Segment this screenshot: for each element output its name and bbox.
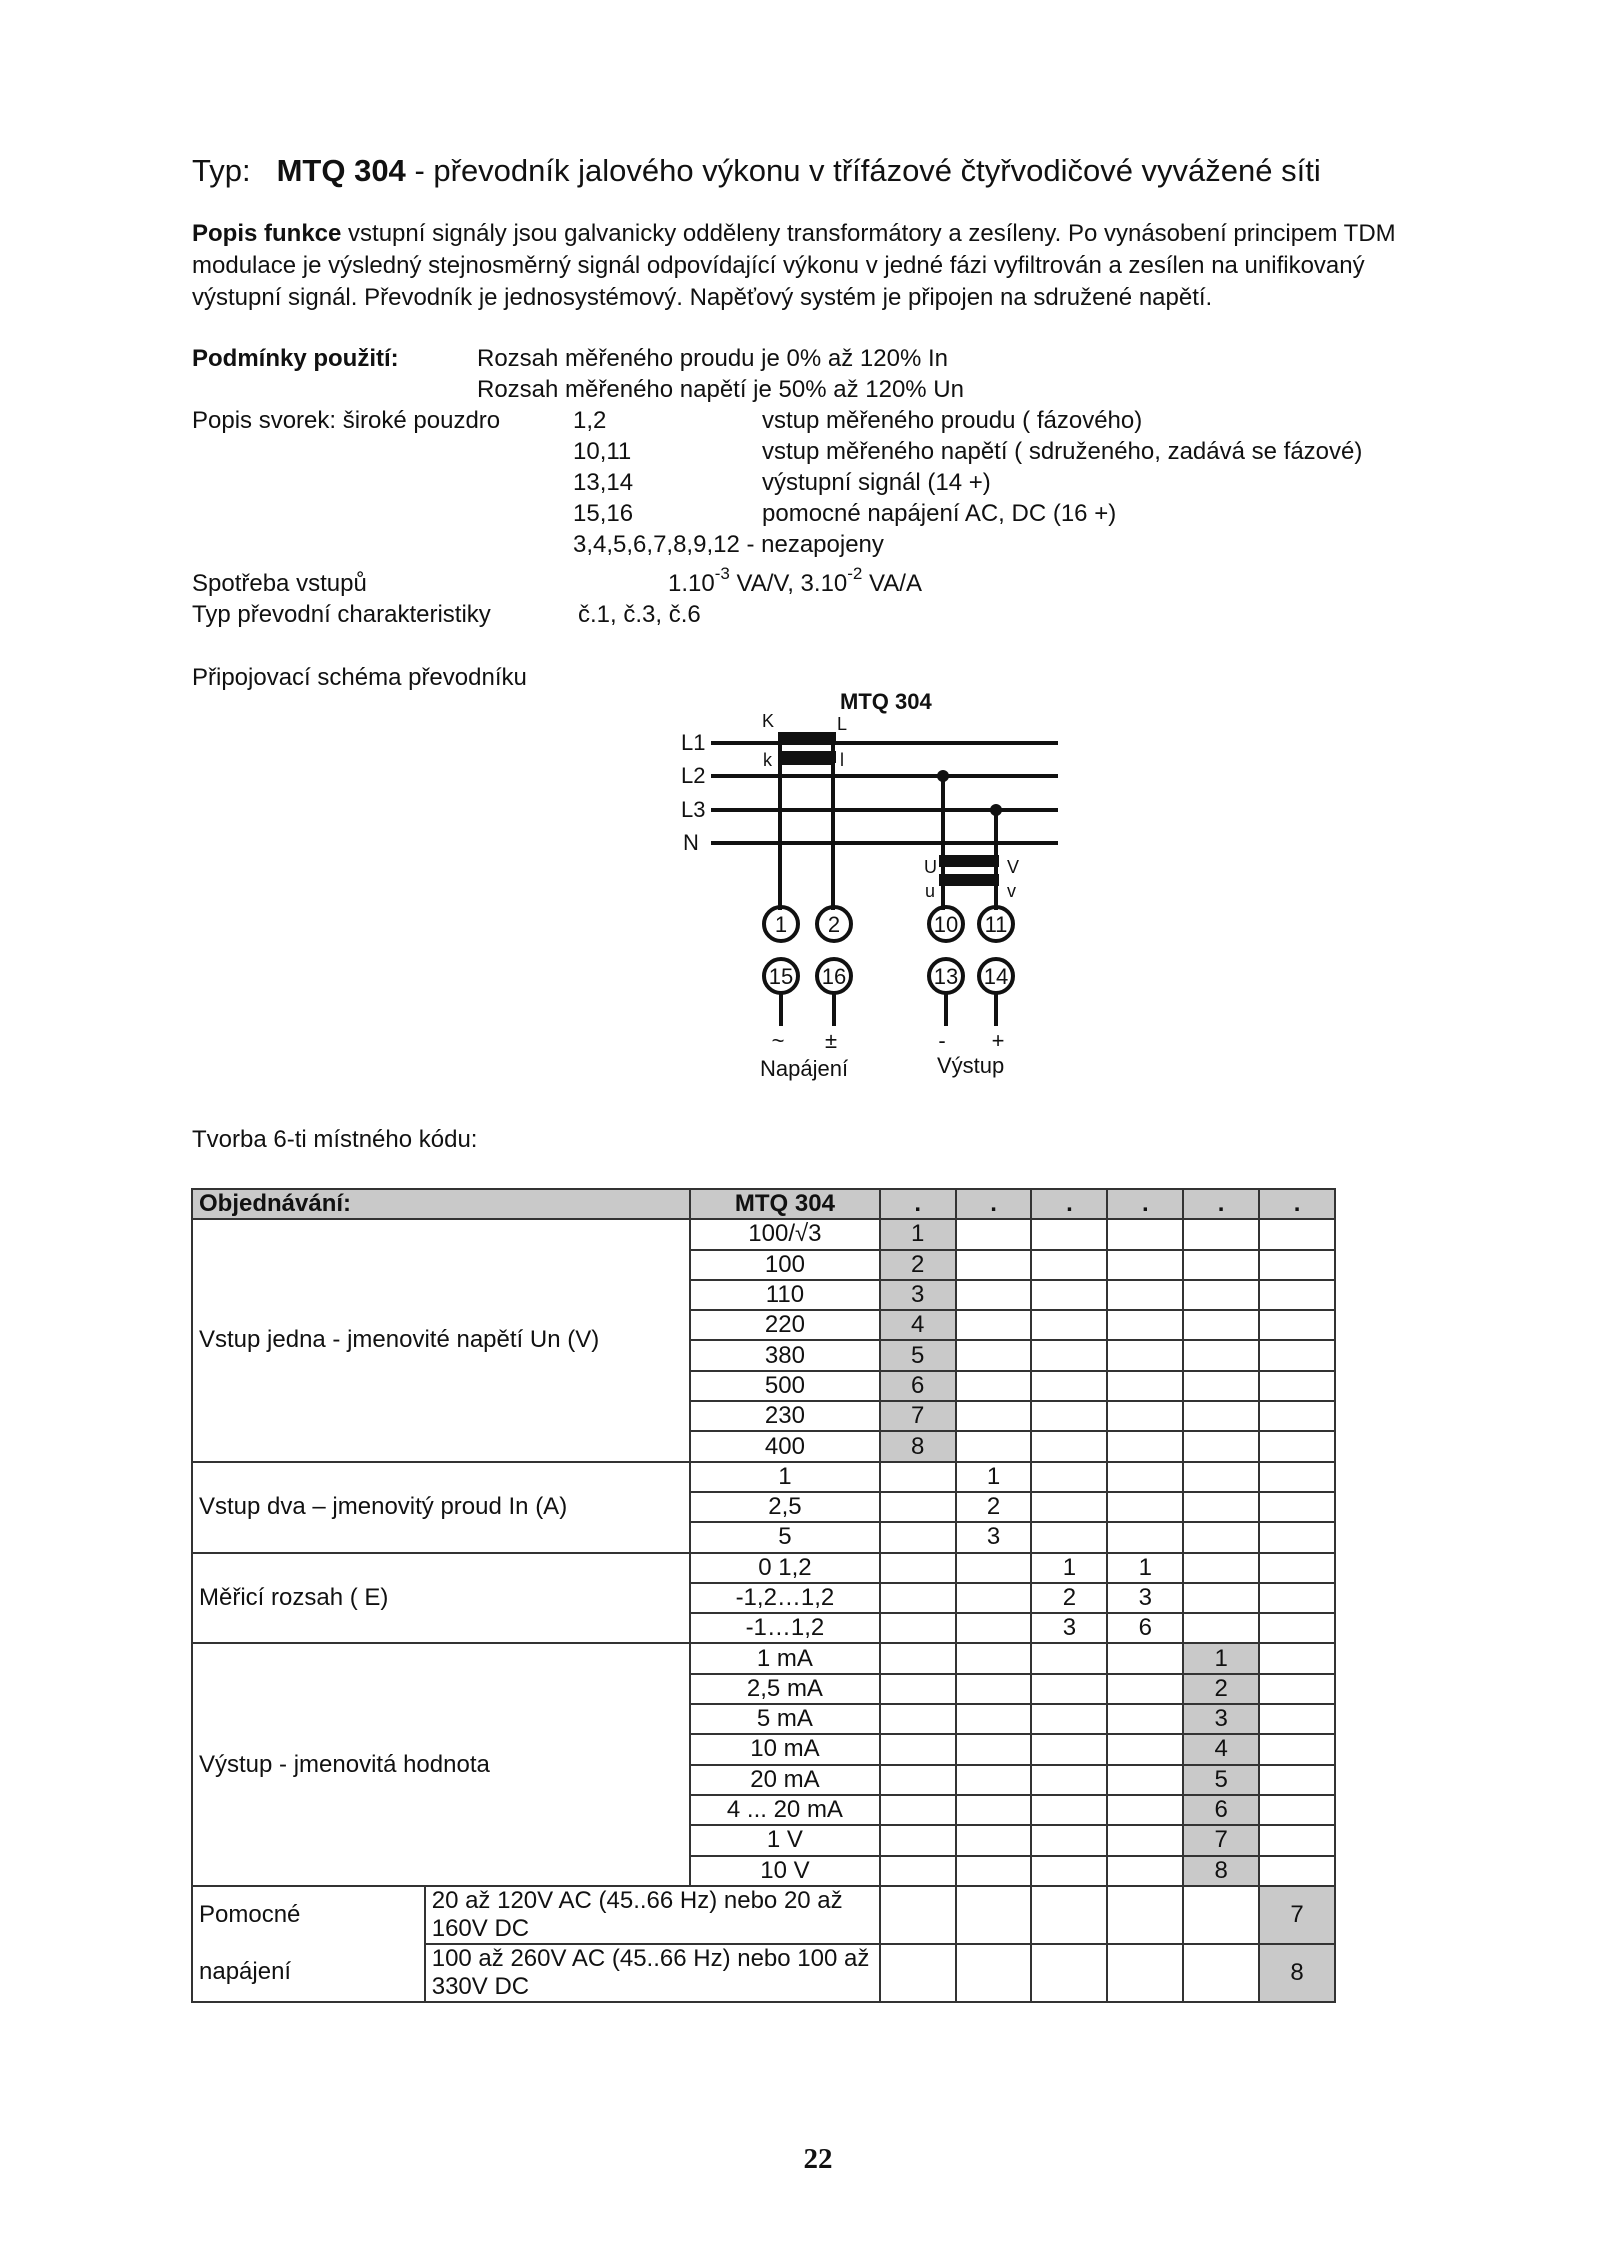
terminal-desc: vstup měřeného proudu ( fázového) [762,407,1143,434]
code-cell [1183,1583,1259,1613]
code-cell [956,1613,1032,1643]
code-cell [1259,1371,1335,1401]
terminal-id: 1,2 [573,407,607,434]
code-cell [1183,1613,1259,1643]
code-cell [880,1886,956,1944]
code-cell [1183,1462,1259,1492]
schema-caption: Připojovací schéma převodníku [192,664,527,691]
option-value: 100/√3 [690,1219,880,1249]
option-value: 5 mA [690,1704,880,1734]
code-cell [956,1431,1032,1461]
conditions-line-1: Rozsah měřeného proudu je 0% až 120% In [477,345,948,372]
code-cell: 3 [956,1522,1032,1552]
terminal-desc: vstup měřeného napětí ( sdruženého, zadává se fázové) [762,438,1363,465]
code-cell [956,1886,1032,1944]
code-cell: 1 [1183,1643,1259,1673]
code-cell [956,1765,1032,1795]
code-cell [1259,1553,1335,1583]
code-cell [1259,1856,1335,1886]
code-cell [956,1371,1032,1401]
code-cell [1031,1643,1107,1673]
code-position: . [1031,1189,1107,1219]
code-cell: 2 [1031,1583,1107,1613]
code-cell [956,1310,1032,1340]
header-model: MTQ 304 [690,1189,880,1219]
code-cell [880,1553,956,1583]
code-cell [1031,1795,1107,1825]
code-cell [1259,1492,1335,1522]
option-value: 100 [690,1250,880,1280]
table-row [192,1462,1335,1492]
option-value: 1 [690,1462,880,1492]
code-cell [1031,1371,1107,1401]
minus-symbol: - [938,1028,946,1053]
option-value: 1 V [690,1825,880,1855]
code-cell [1183,1492,1259,1522]
ct-mark: L [837,714,848,734]
pm-symbol: ± [824,1028,838,1053]
code-cell [1107,1765,1183,1795]
terminal-id: 13,14 [573,469,634,496]
code-cell [1259,1250,1335,1280]
terminals-label: Popis svorek: široké pouzdro [192,407,501,434]
function-description-label: Popis funkce [192,220,342,247]
code-cell: 3 [1031,1613,1107,1643]
consumption-label: Spotřeba vstupů [192,570,367,597]
code-cell [1259,1310,1335,1340]
code-cell [1107,1795,1183,1825]
option-value: 0 1,2 [690,1553,880,1583]
code-cell [1183,1553,1259,1583]
code-cell [1107,1734,1183,1764]
code-position: . [1107,1189,1183,1219]
option-value: 230 [690,1401,880,1431]
code-cell [1259,1795,1335,1825]
code-cell [880,1944,956,2002]
code-cell: 2 [880,1250,956,1280]
terminal-number: 15 [768,964,794,989]
code-cell [1183,1401,1259,1431]
unconnected-terminals: 3,4,5,6,7,8,9,12 - nezapojeny [573,531,884,558]
option-value: 380 [690,1340,880,1370]
conditions-label: Podmínky použití: [192,345,399,372]
option-value: 2,5 [690,1492,880,1522]
characteristic-value: č.1, č.3, č.6 [578,601,701,628]
option-value: 110 [690,1280,880,1310]
code-cell [880,1825,956,1855]
code-cell [1259,1613,1335,1643]
code-cell [1107,1886,1183,1944]
code-cell [1107,1944,1183,2002]
code-cell [1259,1401,1335,1431]
group-label: Pomocné [192,1886,425,1944]
code-position: . [956,1189,1032,1219]
group-label: Měřicí rozsah ( E) [192,1553,690,1644]
terminal-number: 2 [827,912,841,937]
code-cell: 3 [1107,1583,1183,1613]
code-cell: 5 [1183,1765,1259,1795]
code-cell [1259,1219,1335,1249]
type-label: Typ: [192,153,251,188]
code-cell [956,1219,1032,1249]
code-cell [1259,1280,1335,1310]
code-cell [1031,1886,1107,1944]
option-value: 20 mA [690,1765,880,1795]
plus-symbol: + [991,1028,1005,1053]
ac-symbol: ~ [771,1028,785,1053]
code-cell [1183,1310,1259,1340]
ct-mark: K [762,711,775,731]
option-value: -1…1,2 [690,1613,880,1643]
code-cell [1107,1431,1183,1461]
code-cell [1259,1462,1335,1492]
code-cell: 1 [1031,1553,1107,1583]
code-cell [956,1250,1032,1280]
code-cell [880,1674,956,1704]
title-text: - převodník jalového výkonu v třífázové čtyřvodičové vyvážené síti [414,153,1321,188]
code-cell [1031,1944,1107,2002]
ct-mark: k [763,750,772,770]
line-label: L2 [681,763,706,788]
code-cell [1183,1886,1259,1944]
code-cell: 5 [880,1340,956,1370]
code-cell [956,1734,1032,1764]
table-row [192,1886,1335,1944]
code-cell [880,1734,956,1764]
table-row [192,1219,1335,1249]
code-cell [1107,1492,1183,1522]
group-label: Výstup - jmenovitá hodnota [192,1643,690,1885]
code-cell [1107,1825,1183,1855]
ct-mark: l [840,750,844,770]
code-cell [1031,1734,1107,1764]
code-cell [1031,1492,1107,1522]
code-cell [1183,1280,1259,1310]
conditions-line-2: Rozsah měřeného napětí je 50% až 120% Un [477,376,964,403]
code-cell: 8 [880,1431,956,1461]
table-header-row [192,1189,1335,1219]
code-cell [956,1795,1032,1825]
code-cell [1259,1734,1335,1764]
code-cell [1259,1583,1335,1613]
code-cell [1107,1401,1183,1431]
code-cell [956,1280,1032,1310]
code-cell [1031,1401,1107,1431]
code-cell: 6 [1107,1613,1183,1643]
code-cell: 7 [1259,1886,1335,1944]
code-cell [1259,1643,1335,1673]
terminal-desc: pomocné napájení AC, DC (16 +) [762,500,1117,527]
code-cell [956,1401,1032,1431]
code-cell [1031,1522,1107,1552]
option-value: 2,5 mA [690,1674,880,1704]
code-cell: 3 [1183,1704,1259,1734]
option-value: 400 [690,1431,880,1461]
option-value: 4 ... 20 mA [690,1795,880,1825]
option-value: -1,2…1,2 [690,1583,880,1613]
code-cell: 7 [880,1401,956,1431]
code-cell [1031,1674,1107,1704]
code-cell: 7 [1183,1825,1259,1855]
code-cell [1031,1704,1107,1734]
option-value: 220 [690,1310,880,1340]
code-cell [956,1340,1032,1370]
code-cell [1031,1856,1107,1886]
code-cell: 1 [956,1462,1032,1492]
code-position: . [880,1189,956,1219]
code-cell [1107,1522,1183,1552]
code-cell [956,1674,1032,1704]
code-cell [1259,1674,1335,1704]
code-cell [1107,1250,1183,1280]
table-row [192,1553,1335,1583]
code-caption: Tvorba 6-ti místného kódu: [192,1126,478,1153]
code-cell: 2 [1183,1674,1259,1704]
terminal-number: 16 [821,964,847,989]
code-cell [956,1643,1032,1673]
order-table [191,1188,1336,2003]
function-description-text: vstupní signály jsou galvanicky odděleny transformátory a zesíleny. Po vynásobení principem TDM modulace je výsledný stejnosměrný signál odpovídající výkonu v jedné fázi vyfiltrován a zesílen na unifikovaný výstupní signál. Převodník je jednosystémový. Napěťový systém je připojen na sdružené napětí. [192,220,1396,311]
code-cell [1259,1765,1335,1795]
code-cell [1183,1522,1259,1552]
code-cell [956,1704,1032,1734]
code-cell: 2 [956,1492,1032,1522]
code-cell: 6 [1183,1795,1259,1825]
code-cell: 1 [880,1219,956,1249]
terminal-desc: výstupní signál (14 +) [762,469,991,496]
code-cell: 3 [880,1280,956,1310]
option-value: 500 [690,1371,880,1401]
code-cell [1031,1825,1107,1855]
code-cell [956,1553,1032,1583]
code-cell [880,1522,956,1552]
code-cell [1183,1944,1259,2002]
code-position: . [1259,1189,1335,1219]
model-name: MTQ 304 [276,153,406,188]
option-value: 100 až 260V AC (45..66 Hz) nebo 100 až 330V DC [425,1944,880,2002]
code-position: . [1183,1189,1259,1219]
code-cell [1107,1856,1183,1886]
code-cell [1183,1371,1259,1401]
option-value: 10 mA [690,1734,880,1764]
code-cell [1031,1219,1107,1249]
table-row [192,1643,1335,1673]
option-value: 5 [690,1522,880,1552]
code-cell: 4 [880,1310,956,1340]
code-cell [1183,1219,1259,1249]
vt-mark: u [925,881,936,901]
code-cell [1107,1462,1183,1492]
code-cell [956,1825,1032,1855]
header-label: Objednávání: [192,1189,690,1219]
code-cell [1183,1431,1259,1461]
code-cell [880,1643,956,1673]
group-label: Vstup jedna - jmenovité napětí Un (V) [192,1219,690,1461]
terminal-id: 10,11 [573,438,632,465]
page-number: 22 [803,2143,833,2175]
code-cell [880,1492,956,1522]
code-cell [1107,1310,1183,1340]
code-cell [880,1462,956,1492]
code-cell [1031,1431,1107,1461]
code-cell [1183,1340,1259,1370]
code-cell: 4 [1183,1734,1259,1764]
code-cell [1183,1250,1259,1280]
terminal-number: 14 [983,964,1009,989]
line-label: L1 [681,730,706,755]
terminal-number: 1 [774,912,788,937]
schema-model: MTQ 304 [840,689,932,714]
code-cell [1107,1219,1183,1249]
terminal-number: 13 [933,964,959,989]
terminal-id: 15,16 [573,500,634,527]
code-cell [1107,1371,1183,1401]
vt-mark: U [924,857,937,877]
consumption-value: $1.10^{-3}$ VA/V, $3.10^{-2}$ VA/A [668,564,922,597]
code-cell [880,1765,956,1795]
group-label: Vstup dva – jmenovitý proud In (A) [192,1462,690,1553]
code-cell [880,1856,956,1886]
vt-mark: v [1007,881,1016,901]
vt-mark: V [1007,857,1020,877]
code-cell [1259,1704,1335,1734]
line-label: N [683,830,699,855]
code-cell [1107,1704,1183,1734]
code-cell [880,1583,956,1613]
code-cell [880,1795,956,1825]
code-cell [1031,1250,1107,1280]
code-cell [1107,1643,1183,1673]
code-cell: 8 [1183,1856,1259,1886]
terminal-number: 11 [984,912,1008,937]
code-cell [1031,1310,1107,1340]
option-value: 10 V [690,1856,880,1886]
code-cell [1259,1522,1335,1552]
code-cell [1107,1280,1183,1310]
code-cell [956,1583,1032,1613]
code-cell [956,1944,1032,2002]
code-cell [1031,1280,1107,1310]
code-cell [956,1856,1032,1886]
wiring-diagram [0,0,1600,1100]
line-label: L3 [681,797,706,822]
code-cell [1031,1340,1107,1370]
code-cell [1031,1765,1107,1795]
group-label: napájení [192,1944,425,2002]
characteristic-label: Typ převodní charakteristiky [192,601,491,628]
code-cell: 6 [880,1371,956,1401]
code-cell [1259,1340,1335,1370]
code-cell [1259,1431,1335,1461]
code-cell: 8 [1259,1944,1335,2002]
code-cell [1107,1340,1183,1370]
option-value: 1 mA [690,1643,880,1673]
option-value: 20 až 120V AC (45..66 Hz) nebo 20 až 160V DC [425,1886,880,1944]
code-cell: 1 [1107,1553,1183,1583]
code-cell [1031,1462,1107,1492]
table-row [192,1944,1335,2002]
output-label: Výstup [937,1053,1005,1078]
code-cell [880,1613,956,1643]
code-cell [1107,1674,1183,1704]
terminal-number: 10 [933,912,959,937]
supply-label: Napájení [760,1056,849,1081]
code-cell [1259,1825,1335,1855]
code-cell [880,1704,956,1734]
